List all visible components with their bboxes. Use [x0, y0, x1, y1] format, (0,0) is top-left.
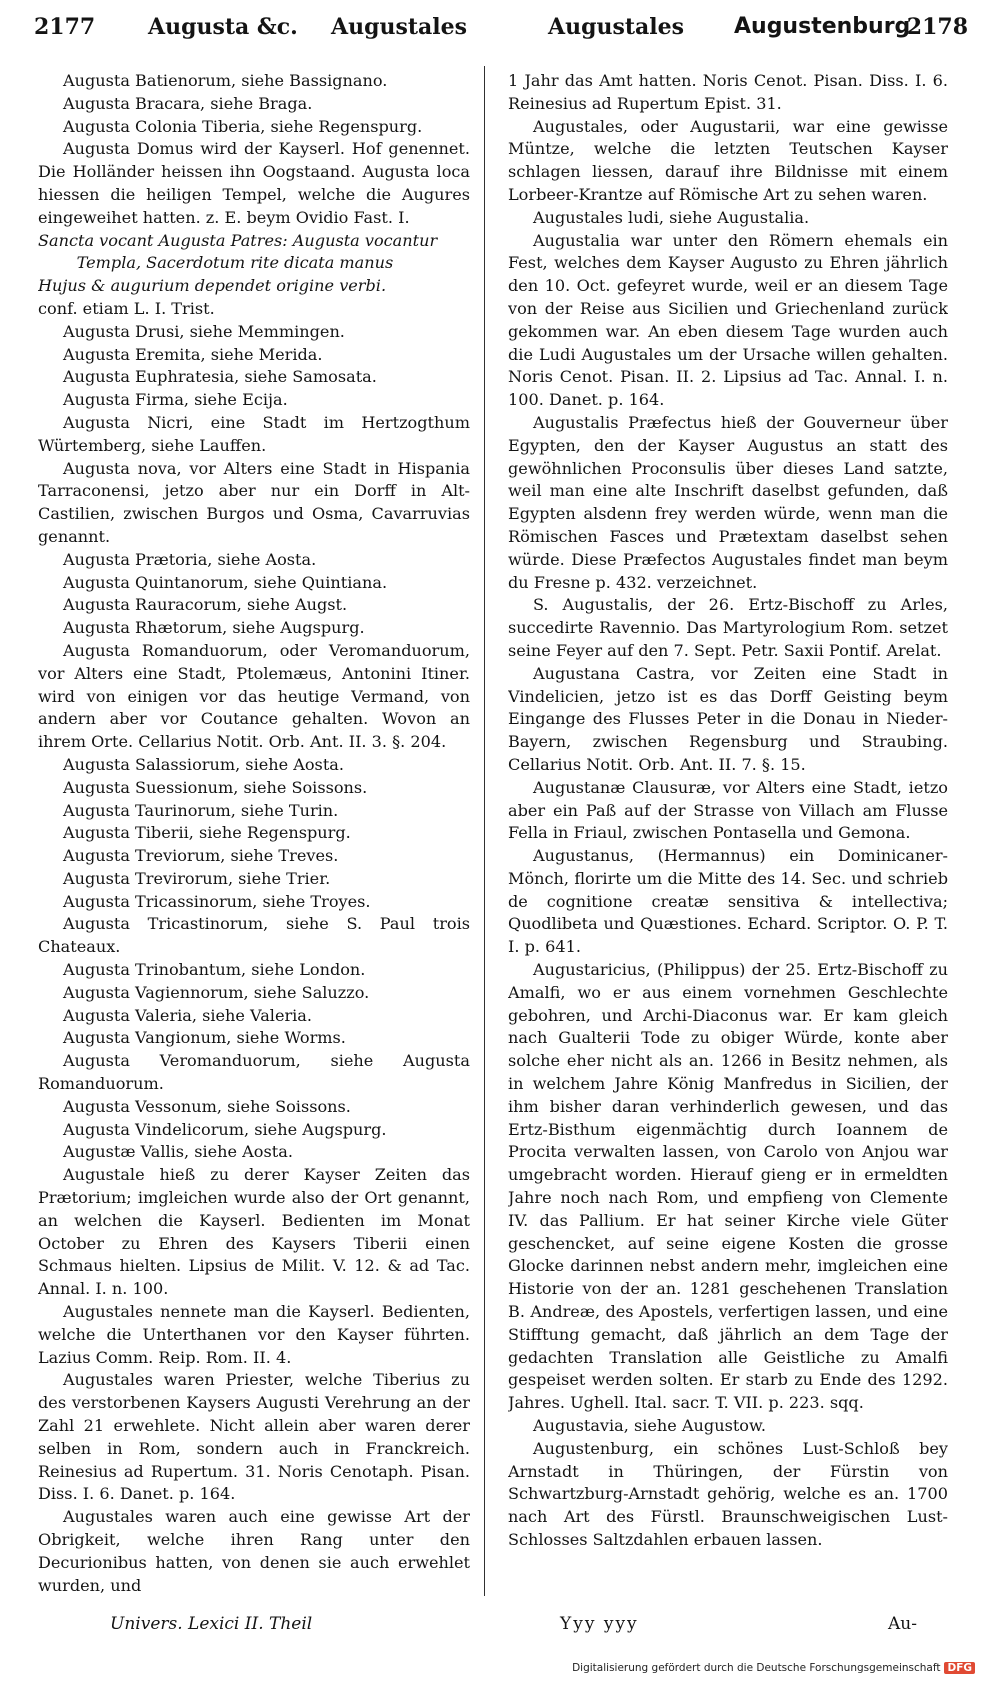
digitization-credit [535, 1662, 975, 1674]
lexicon-entry: Augusta Veromanduorum, siehe Augusta Romanduorum. [38, 1051, 470, 1094]
lexicon-entry: Augustalia war unter den Römern ehemals ein Fest, welches dem Kayser Augusto zu Ehren jährlich den 10. Oct. gefeyret wurde, weil er an diesem Tage von der Reise aus Sicilien und Griechenland zurück gekommen war. An eben diesem Tage wurden auch die Ludi Augustales um der Ursache willen gehalten. Noris Cenot. Pisan. II. 2. Lipsius ad Tac. Annal. I. n. 100. Danet. p. 164. [508, 230, 948, 410]
lexicon-entry: Augusta Domus wird der Kayserl. Hof genennet. Die Holländer heissen ihn Oogstaand. Augusta loca hiessen die heiligen Tempel, welche die Augures eingeweihet hatten. z. E. beym Ovidio Fast. I. [38, 139, 470, 227]
lexicon-entry: 1 Jahr das Amt hatten. Noris Cenot. Pisan. Diss. I. 6. Reinesius ad Rupertum Epist. 31. [508, 71, 948, 113]
lexicon-entry: Augustana Castra, vor Zeiten eine Stadt in Vindelicien, jetzo ist es das Dorff Geisting beym Eingange des Flusses Peter in die Donau in Nieder-Bayern, zwischen Regensburg und Straubing. Cellarius Notit. Orb. Ant. II. 7. §. 15. [508, 663, 948, 774]
lexicon-entry: Augusta Firma, siehe Ecija. [62, 390, 288, 410]
lexicon-entry: Augusta nova, vor Alters eine Stadt in Hispania Tarraconensi, jetzo aber nur ein Dorff in Alt-Castilien, zwischen Burgos und Osma, Cavarruvias genannt. [38, 458, 470, 546]
lexicon-entry: Augusta Nicri, eine Stadt im Hertzogthum Würtemberg, siehe Lauffen. [38, 412, 470, 455]
lexicon-entry: Templa, Sacerdotum rite dicata manus [76, 253, 394, 273]
lexicon-entry: Augusta Suessionum, siehe Soissons. [62, 777, 368, 797]
lexicon-entry: Augusta Treviorum, siehe Treves. [62, 846, 339, 866]
lexicon-entry: Augustales nennete man die Kayserl. Bedienten, welche die Unterthanen vor den Kayser führten. Lazius Comm. Reip. Rom. II. 4. [38, 1302, 470, 1367]
lexicon-entry: S. Augustalis, der 26. Ertz-Bischoff zu Arles, succedirte Ravennio. Das Martyrologium Rom. setzet seine Feyer auf den 7. Sept. Petr. Saxii Pontif. Arelat. [508, 595, 948, 660]
page-number-left: 2177 [34, 14, 96, 40]
lexicon-entry: Augusta Trinobantum, siehe London. [62, 960, 366, 980]
lexicon-entry: Augusta Vessonum, siehe Soissons. [62, 1096, 351, 1116]
sheet-signature: Univers. Lexici II. Theil [110, 1614, 313, 1634]
lexicon-entry: Augusta Vangionum, siehe Worms. [62, 1028, 346, 1048]
lexicon-entry: Augustales waren Priester, welche Tiberius zu des verstorbenen Kaysers Augusti Verehrung an der Zahl 21 erwehlete. Nicht allein aber waren derer selben in Rom, sondern auch in Franckreich. Reinesius ad Rupertum. 31. Noris Cenotaph. Pisan. Diss. I. 6. Danet. p. 164. [38, 1370, 470, 1504]
lexicon-entry: Augusta Vindelicorum, siehe Augspurg. [62, 1119, 387, 1139]
catchword: Au- [888, 1614, 917, 1634]
lexicon-entry: Augusta Rhætorum, siehe Augspurg. [62, 618, 365, 638]
lexicon-entry: Hujus & augurium dependet origine verbi. [38, 276, 387, 296]
lexicon-entry: Augusta Quintanorum, siehe Quintiana. [62, 572, 388, 592]
lexicon-entry: Augusta Euphratesia, siehe Samosata. [62, 367, 377, 387]
lexicon-entry: Augusta Romanduorum, oder Veromanduorum, vor Alters eine Stadt, Ptolemæus, Antonini Itiner. wird von einigen vor das heutige Vermand, von andern aber vor Coutance gehalten. Wovon an ihrem Orte. Cellarius Notit. Orb. Ant. II. 3. §. 204. [38, 640, 470, 752]
lexicon-entry: Sancta vocant Augusta Patres: Augusta vocantur [38, 230, 438, 250]
headword-right-1: Augustales [548, 14, 684, 40]
lexicon-entry: Augustaricius, (Philippus) der 25. Ertz-Bischoff zu Amalfi, wo er aus einem vornehmen Geschlechte gebohren, und Archi-Diaconus war. Er kam gleich nach Gualterii Tode zu obiger Würde, konte aber solche eher nicht als an. 1266 in Besitz nehmen, als in welchem Jahre König Manfredus in Sicilien, der ihm bisher daran verhinderlich gewesen, und das Ertz-Bisthum eigenmächtig durch Ioannem de Procita verwalten lassen, von Carolo von Anjou war umgebracht worden. Hierauf gieng er in ermeldten Jahre noch nach Rom, und empfieng von Clemente IV. das Pallium. Er hat seiner Kirche viele Güter geschencket, auf seine eigene Kosten die grosse Glocke darinnen nebst andern mehr, imgleichen eine Historie von der an. 1281 geschehenen Translation B. Andreæ, des Apostels, verfertigen lassen, und eine Stifftung gemacht, daß jährlich an dem Tage der gedachten Translation alle Geistliche zu Amalfi gespeiset werden solten. Er starb zu Ende des 1292. Jahres. Ughell. Ital. sacr. T. VII. p. 223. sqq. [508, 960, 948, 1413]
lexicon-entry: Augusta Colonia Tiberia, siehe Regenspurg. [62, 116, 423, 136]
headword-right-2: Augustenburg [734, 14, 911, 39]
lexicon-entry: Augustales waren auch eine gewisse Art der Obrigkeit, welche ihren Rang unter den Decurionibus hatten, von denen sie auch erwehlet wurden, und [38, 1507, 470, 1595]
lexicon-entry: Augusta Batienorum, siehe Bassignano. [62, 71, 388, 90]
dfg-logo-icon: DFG [944, 1662, 975, 1674]
lexicon-entry: Augustanus, (Hermannus) ein Dominicaner-Mönch, florirte um die Mitte des 14. Sec. und schrieb de cognitione creatæ sensitiva & intellectiva; Quodlibeta und Quæstiones. Echard. Scriptor. O. P. T. I. p. 641. [508, 846, 948, 957]
lexicon-entry: Augustale hieß zu derer Kayser Zeiten das Prætorium; imgleichen wurde also der Ort genannt, an welchen die Kayserl. Bedienten im Monat October zu Ehren des Kaysers Tiberii einen Schmaus hielten. Lipsius de Milit. V. 12. & ad Tac. Annal. I. n. 100. [38, 1165, 470, 1299]
sheet-mark: Yyy yyy [560, 1614, 639, 1634]
lexicon-entry: Augusta Taurinorum, siehe Turin. [62, 800, 339, 820]
lexicon-entry: Augusta Tricassinorum, siehe Troyes. [62, 891, 371, 911]
lexicon-entry: Augusta Rauracorum, siehe Augst. [62, 595, 348, 615]
lexicon-entry: Augusta Drusi, siehe Memmingen. [62, 321, 345, 341]
lexicon-entry: Augustæ Vallis, siehe Aosta. [62, 1142, 293, 1162]
lexicon-entry: Augustales, oder Augustarii, war eine gewisse Müntze, welche die letzten Teutschen Kayser schlagen liessen, darauf ihre Bildnisse mit einem Lorbeer-Krantze auf Römische Art zu sehen waren. [508, 116, 948, 204]
column-divider [484, 66, 485, 1596]
lexicon-entry: Augusta Prætoria, siehe Aosta. [62, 549, 317, 569]
credit-text: Digitalisierung gefördert durch die Deutsche Forschungsgemeinschaft [572, 1662, 941, 1674]
right-column [508, 70, 948, 1610]
headword-left-1: Augusta &c. [148, 14, 298, 40]
lexicon-entry: Augusta Tiberii, siehe Regenspurg. [62, 823, 351, 843]
lexicon-entry: Augusta Tricastinorum, siehe S. Paul trois Chateaux. [38, 914, 470, 957]
lexicon-entry: Augustanæ Clausuræ, vor Alters eine Stadt, ietzo aber ein Paß auf der Strasse von Villach am Flusse Fella in Friaul, zwischen Pontasella und Gemona. [508, 777, 948, 843]
lexicon-entry: Augusta Vagiennorum, siehe Saluzzo. [62, 982, 370, 1002]
lexicon-entry: Augustavia, siehe Augustow. [532, 1416, 766, 1436]
running-header [28, 0, 972, 46]
lexicon-entry: Augusta Valeria, siehe Valeria. [62, 1005, 313, 1025]
lexicon-entry: Augusta Bracara, siehe Braga. [62, 93, 313, 113]
left-column [38, 70, 470, 1610]
lexicon-entry: Augustales ludi, siehe Augustalia. [532, 207, 810, 227]
lexicon-entry: conf. etiam L. I. Trist. [38, 298, 215, 318]
lexicon-entry: Augustenburg, ein schönes Lust-Schloß bey Arnstadt in Thüringen, der Fürstin von Schwartzburg-Arnstadt gehörig, welche es an. 1700 nach Art des Fürstl. Braunschweigischen Lust-Schlosses Saltzdahlen erbauen lassen. [508, 1438, 948, 1549]
page-number-right: 2178 [906, 14, 968, 40]
lexicon-entry: Augusta Eremita, siehe Merida. [62, 344, 323, 364]
lexicon-entry: Augustalis Præfectus hieß der Gouverneur über Egypten, den der Kayser Augustus an statt des gewöhnlichen Proconsulis über dieses Land satzte, weil man eine alte Inschrift daselbst gefunden, daß Egypten alsdenn frey werden würde, wenn man die Römischen Fasces und Prætextam daselbst sehen würde. Diese Præfectos Augustales findet man beym du Fresne p. 432. verzeichnet. [508, 412, 948, 592]
lexicon-entry: Augusta Salassiorum, siehe Aosta. [62, 754, 344, 774]
headword-left-2: Augustales [331, 14, 467, 40]
lexicon-entry: Augusta Trevirorum, siehe Trier. [62, 868, 331, 888]
